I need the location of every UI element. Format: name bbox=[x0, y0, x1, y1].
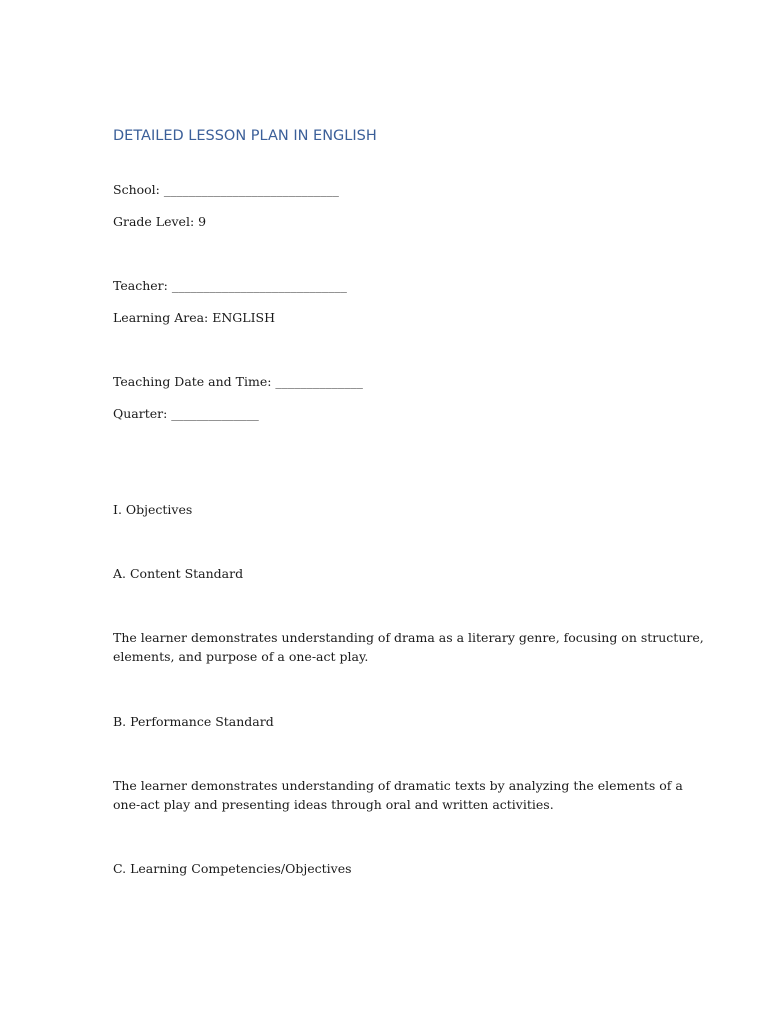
content-standard-text bbox=[113, 628, 704, 666]
learning-competencies-heading: C. Learning Competencies/Objectives bbox=[113, 861, 352, 876]
content-standard-text-line: The learner demonstrates understanding of drama as a literary genre, focusing on structure, bbox=[113, 630, 704, 645]
document-title: DETAILED LESSON PLAN IN ENGLISH bbox=[113, 128, 377, 144]
performance-standard-heading: B. Performance Standard bbox=[113, 714, 274, 729]
teacher-field: Teacher: ____________________________ bbox=[113, 278, 347, 293]
teaching-date-time-field: Teaching Date and Time: ______________ bbox=[113, 374, 363, 389]
objectives-heading: I. Objectives bbox=[113, 502, 193, 517]
content-standard-heading: A. Content Standard bbox=[113, 566, 244, 581]
learning-area-field: Learning Area: ENGLISH bbox=[113, 310, 275, 325]
quarter-field: Quarter: ______________ bbox=[113, 406, 259, 421]
performance-standard-text bbox=[113, 776, 683, 814]
content-standard-text-line: elements, and purpose of a one-act play. bbox=[113, 649, 369, 664]
performance-standard-text-line: The learner demonstrates understanding of dramatic texts by analyzing the elements of a bbox=[113, 778, 683, 793]
grade-level-field: Grade Level: 9 bbox=[113, 214, 207, 229]
performance-standard-text-line: one-act play and presenting ideas through oral and written activities. bbox=[113, 797, 554, 812]
school-field: School: ____________________________ bbox=[113, 182, 339, 197]
